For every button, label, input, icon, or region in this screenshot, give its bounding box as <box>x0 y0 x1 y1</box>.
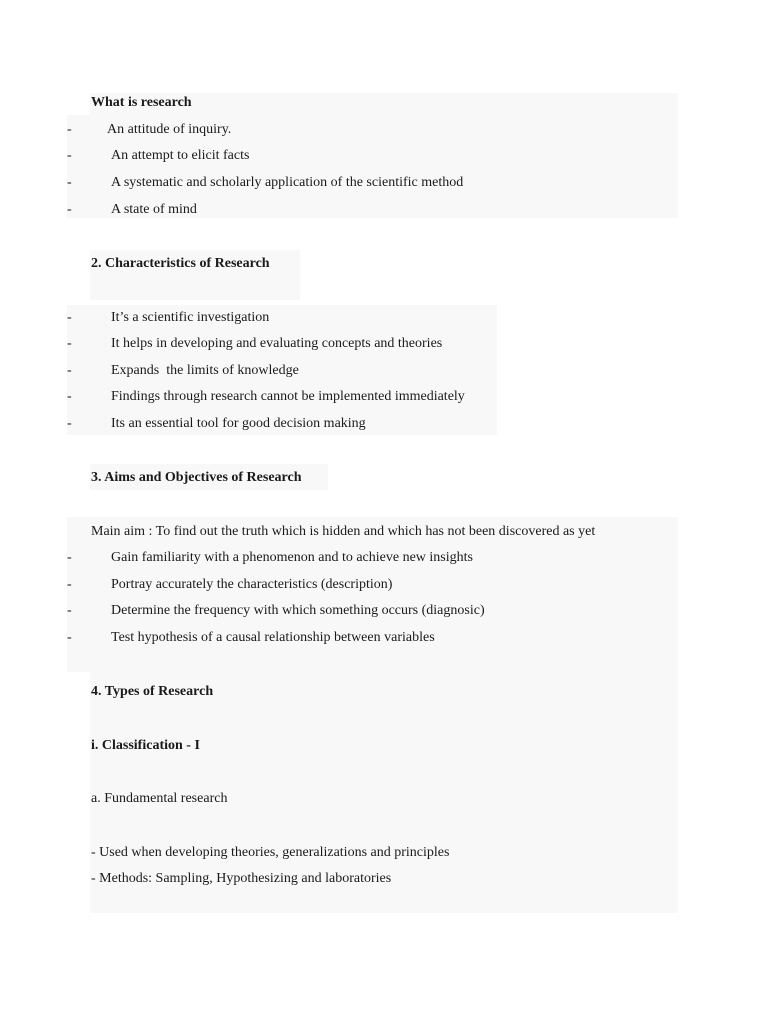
section4-title: 4. Types of Research <box>91 684 214 699</box>
list-dash: - <box>67 363 72 378</box>
list-dash: - <box>67 550 72 565</box>
main-aim-line <box>0 518 740 545</box>
list-item-text: It helps in developing and evaluating concepts and theories <box>111 336 443 351</box>
list-item-text: A state of mind <box>111 202 197 217</box>
list-item <box>0 624 740 651</box>
detail-line <box>0 865 740 892</box>
list-dash: - <box>67 630 72 645</box>
detail-text: - Methods: Sampling, Hypothesizing and laboratories <box>91 871 392 886</box>
list-item <box>0 304 740 331</box>
list-item-text: An attitude of inquiry. <box>107 122 232 137</box>
list-item <box>0 357 740 384</box>
list-dash: - <box>67 577 72 592</box>
list-item <box>0 142 740 169</box>
list-item <box>0 116 740 143</box>
subtype-text: a. Fundamental research <box>91 791 228 806</box>
classification-title: i. Classification - I <box>91 738 200 753</box>
classification-heading-line <box>0 732 740 759</box>
list-item-text: Test hypothesis of a causal relationship between variables <box>111 630 435 645</box>
list-dash: - <box>67 389 72 404</box>
section1-heading-line <box>0 89 740 116</box>
list-dash: - <box>67 202 72 217</box>
list-item-text: Determine the frequency with which something occurs (diagnosic) <box>111 603 485 618</box>
section1-title: What is research <box>91 95 192 110</box>
section3-heading-line <box>0 464 740 491</box>
list-dash: - <box>67 603 72 618</box>
section2-heading-line <box>0 250 740 277</box>
section4-heading-line <box>0 678 740 705</box>
list-dash: - <box>67 122 72 137</box>
list-dash: - <box>67 336 72 351</box>
list-item <box>0 383 740 410</box>
list-item-text: Portray accurately the characteristics (description) <box>111 577 393 592</box>
subtype-line <box>0 785 740 812</box>
detail-line <box>0 839 740 866</box>
list-item <box>0 544 740 571</box>
list-item-text: Expands the limits of knowledge <box>111 363 299 378</box>
section2-title: 2. Characteristics of Research <box>91 256 270 271</box>
list-item-text: Findings through research cannot be implemented immediately <box>111 389 465 404</box>
list-dash: - <box>67 175 72 190</box>
list-item-text: A systematic and scholarly application of the scientific method <box>111 175 464 190</box>
detail-text: - Used when developing theories, generalizations and principles <box>91 845 450 860</box>
list-item <box>0 330 740 357</box>
list-dash: - <box>67 310 72 325</box>
list-item-text: Gain familiarity with a phenomenon and to achieve new insights <box>111 550 473 565</box>
list-item-text: It’s a scientific investigation <box>111 310 270 325</box>
list-item <box>0 571 740 598</box>
list-item <box>0 196 740 223</box>
list-item <box>0 169 740 196</box>
section3-title: 3. Aims and Objectives of Research <box>91 470 302 485</box>
main-aim-text: Main aim : To find out the truth which is hidden and which has not been discovered as yet <box>91 524 596 539</box>
list-item <box>0 410 740 437</box>
list-item-text: Its an essential tool for good decision making <box>111 416 366 431</box>
list-item <box>0 597 740 624</box>
list-item-text: An attempt to elicit facts <box>111 148 250 163</box>
list-dash: - <box>67 148 72 163</box>
list-dash: - <box>67 416 72 431</box>
